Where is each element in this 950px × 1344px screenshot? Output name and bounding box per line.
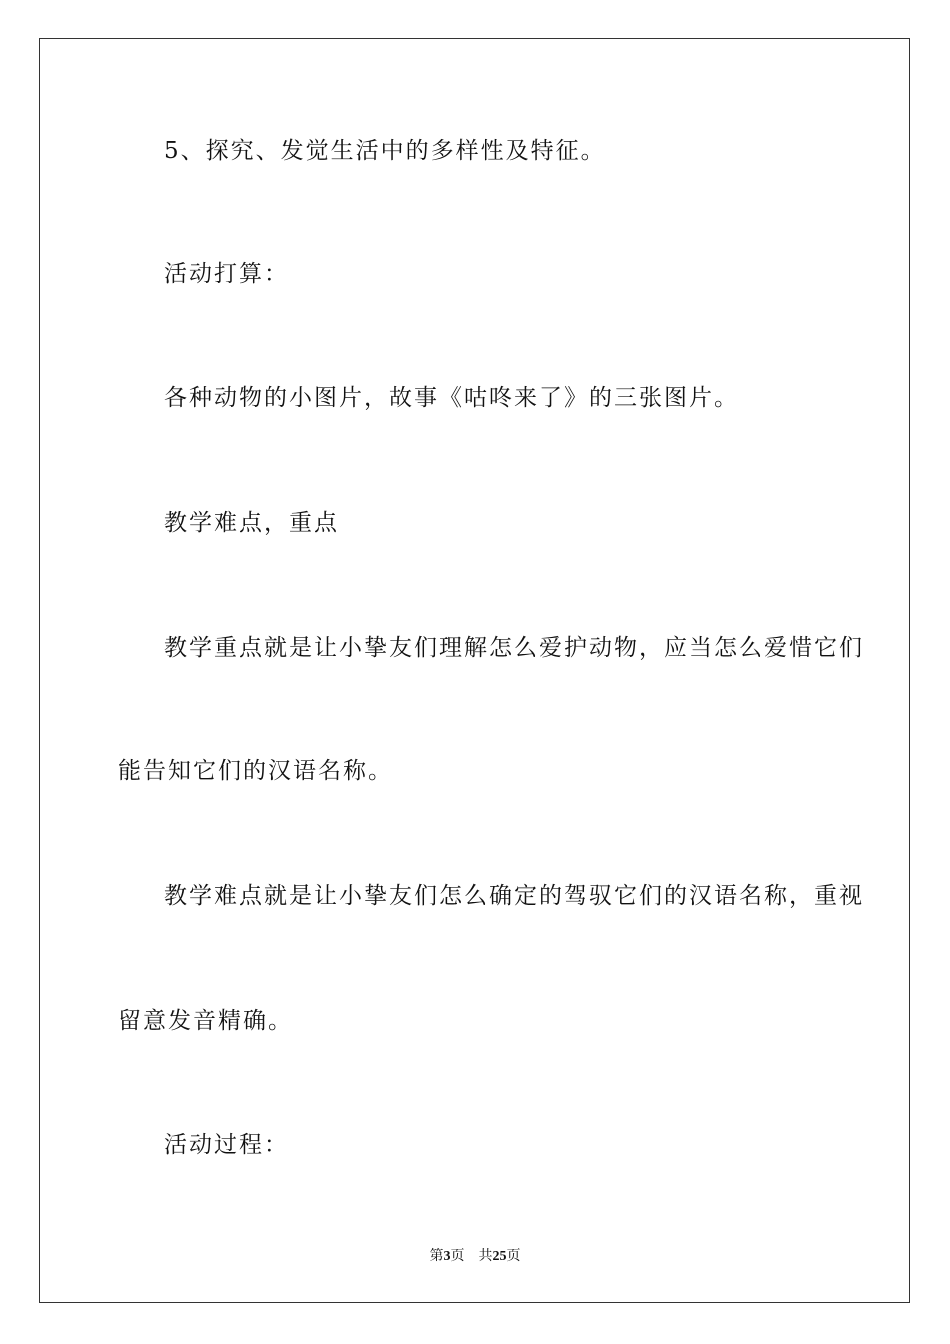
- paragraph-objective-5: 5、探究、发觉生活中的多样性及特征。: [164, 138, 606, 164]
- footer-page-prefix: 第: [429, 1249, 444, 1264]
- heading-activity-process: 活动过程：: [164, 1132, 289, 1158]
- footer-page-total: 25: [492, 1249, 507, 1264]
- heading-difficulty-focus: 教学难点，重点: [164, 510, 339, 536]
- paragraph-teaching-focus-cont: 能告知它们的汉语名称。: [118, 758, 393, 784]
- page-frame: [39, 38, 910, 1303]
- paragraph-teaching-difficulty-cont: 留意发音精确。: [118, 1008, 293, 1034]
- paragraph-teaching-focus: 教学重点就是让小挚友们理解怎么爱护动物，应当怎么爱惜它们: [164, 635, 864, 661]
- paragraph-preparation-materials: 各种动物的小图片，故事《咕咚来了》的三张图片。: [164, 385, 739, 411]
- footer-total-unit: 页: [506, 1249, 521, 1264]
- footer-page-unit: 页: [450, 1249, 465, 1264]
- footer-total-prefix: 共: [478, 1249, 493, 1264]
- paragraph-teaching-difficulty: 教学难点就是让小挚友们怎么确定的驾驭它们的汉语名称，重视: [164, 883, 864, 909]
- page-footer: [0, 1248, 950, 1266]
- footer-page-current: 3: [443, 1249, 451, 1264]
- heading-activity-preparation: 活动打算：: [164, 261, 289, 287]
